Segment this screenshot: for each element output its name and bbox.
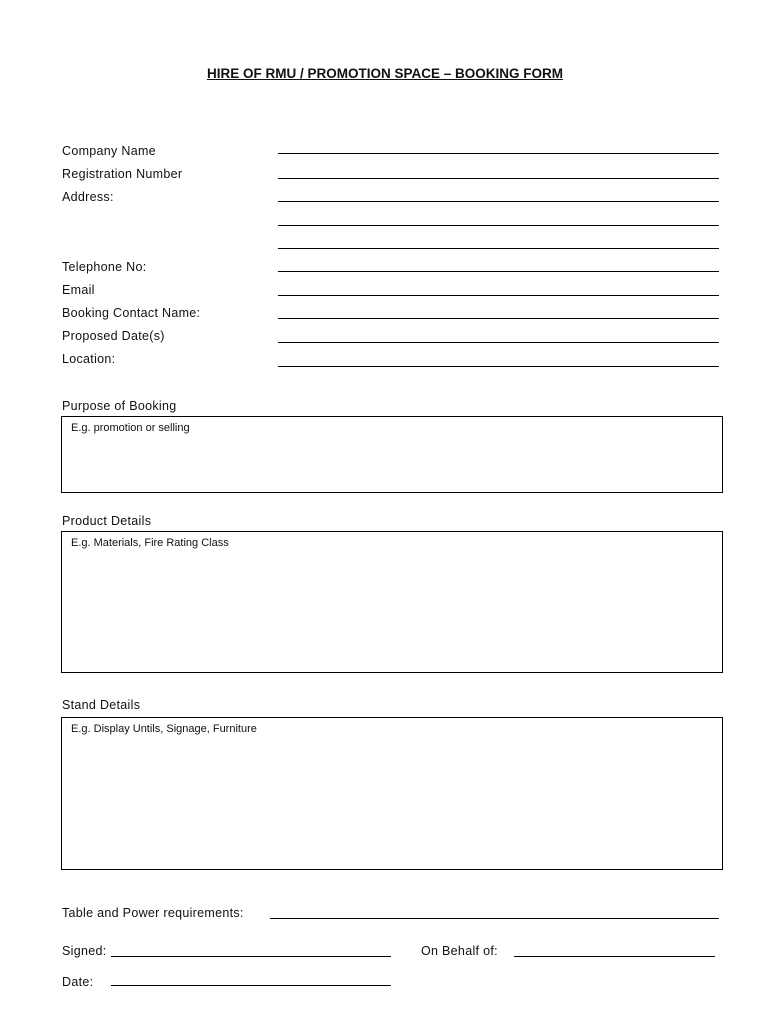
table-power-label: Table and Power requirements: — [62, 906, 244, 920]
table-power-field[interactable] — [270, 918, 719, 919]
email-label: Email — [62, 283, 95, 297]
registration-number-field[interactable] — [278, 178, 719, 179]
stand-label: Stand Details — [62, 698, 141, 712]
company-name-label: Company Name — [62, 144, 156, 158]
product-hint: E.g. Materials, Fire Rating Class — [71, 537, 229, 549]
registration-number-label: Registration Number — [62, 167, 183, 181]
booking-contact-label: Booking Contact Name: — [62, 306, 201, 320]
telephone-label: Telephone No: — [62, 260, 147, 274]
address-label: Address: — [62, 190, 114, 204]
address-field-line-2[interactable] — [278, 225, 719, 226]
address-field-line-1[interactable] — [278, 201, 719, 202]
proposed-dates-field[interactable] — [278, 342, 719, 343]
booking-contact-field[interactable] — [278, 318, 719, 319]
on-behalf-field[interactable] — [514, 956, 715, 957]
telephone-field[interactable] — [278, 271, 719, 272]
email-field[interactable] — [278, 295, 719, 296]
proposed-dates-label: Proposed Date(s) — [62, 329, 165, 343]
date-field[interactable] — [111, 985, 391, 986]
on-behalf-label: On Behalf of: — [421, 944, 498, 958]
stand-hint: E.g. Display Untils, Signage, Furniture — [71, 723, 257, 735]
product-textbox[interactable] — [61, 531, 723, 673]
stand-textbox[interactable] — [61, 717, 723, 870]
date-label: Date: — [62, 975, 94, 989]
location-field[interactable] — [278, 366, 719, 367]
location-label: Location: — [62, 352, 116, 366]
form-title: HIRE OF RMU / PROMOTION SPACE – BOOKING FORM — [206, 66, 563, 81]
product-label: Product Details — [62, 514, 152, 528]
purpose-textbox[interactable] — [61, 416, 723, 493]
purpose-label: Purpose of Booking — [62, 399, 177, 413]
company-name-field[interactable] — [278, 153, 719, 154]
signed-label: Signed: — [62, 944, 107, 958]
address-field-line-3[interactable] — [278, 248, 719, 249]
purpose-hint: E.g. promotion or selling — [71, 422, 190, 434]
signed-field[interactable] — [111, 956, 391, 957]
